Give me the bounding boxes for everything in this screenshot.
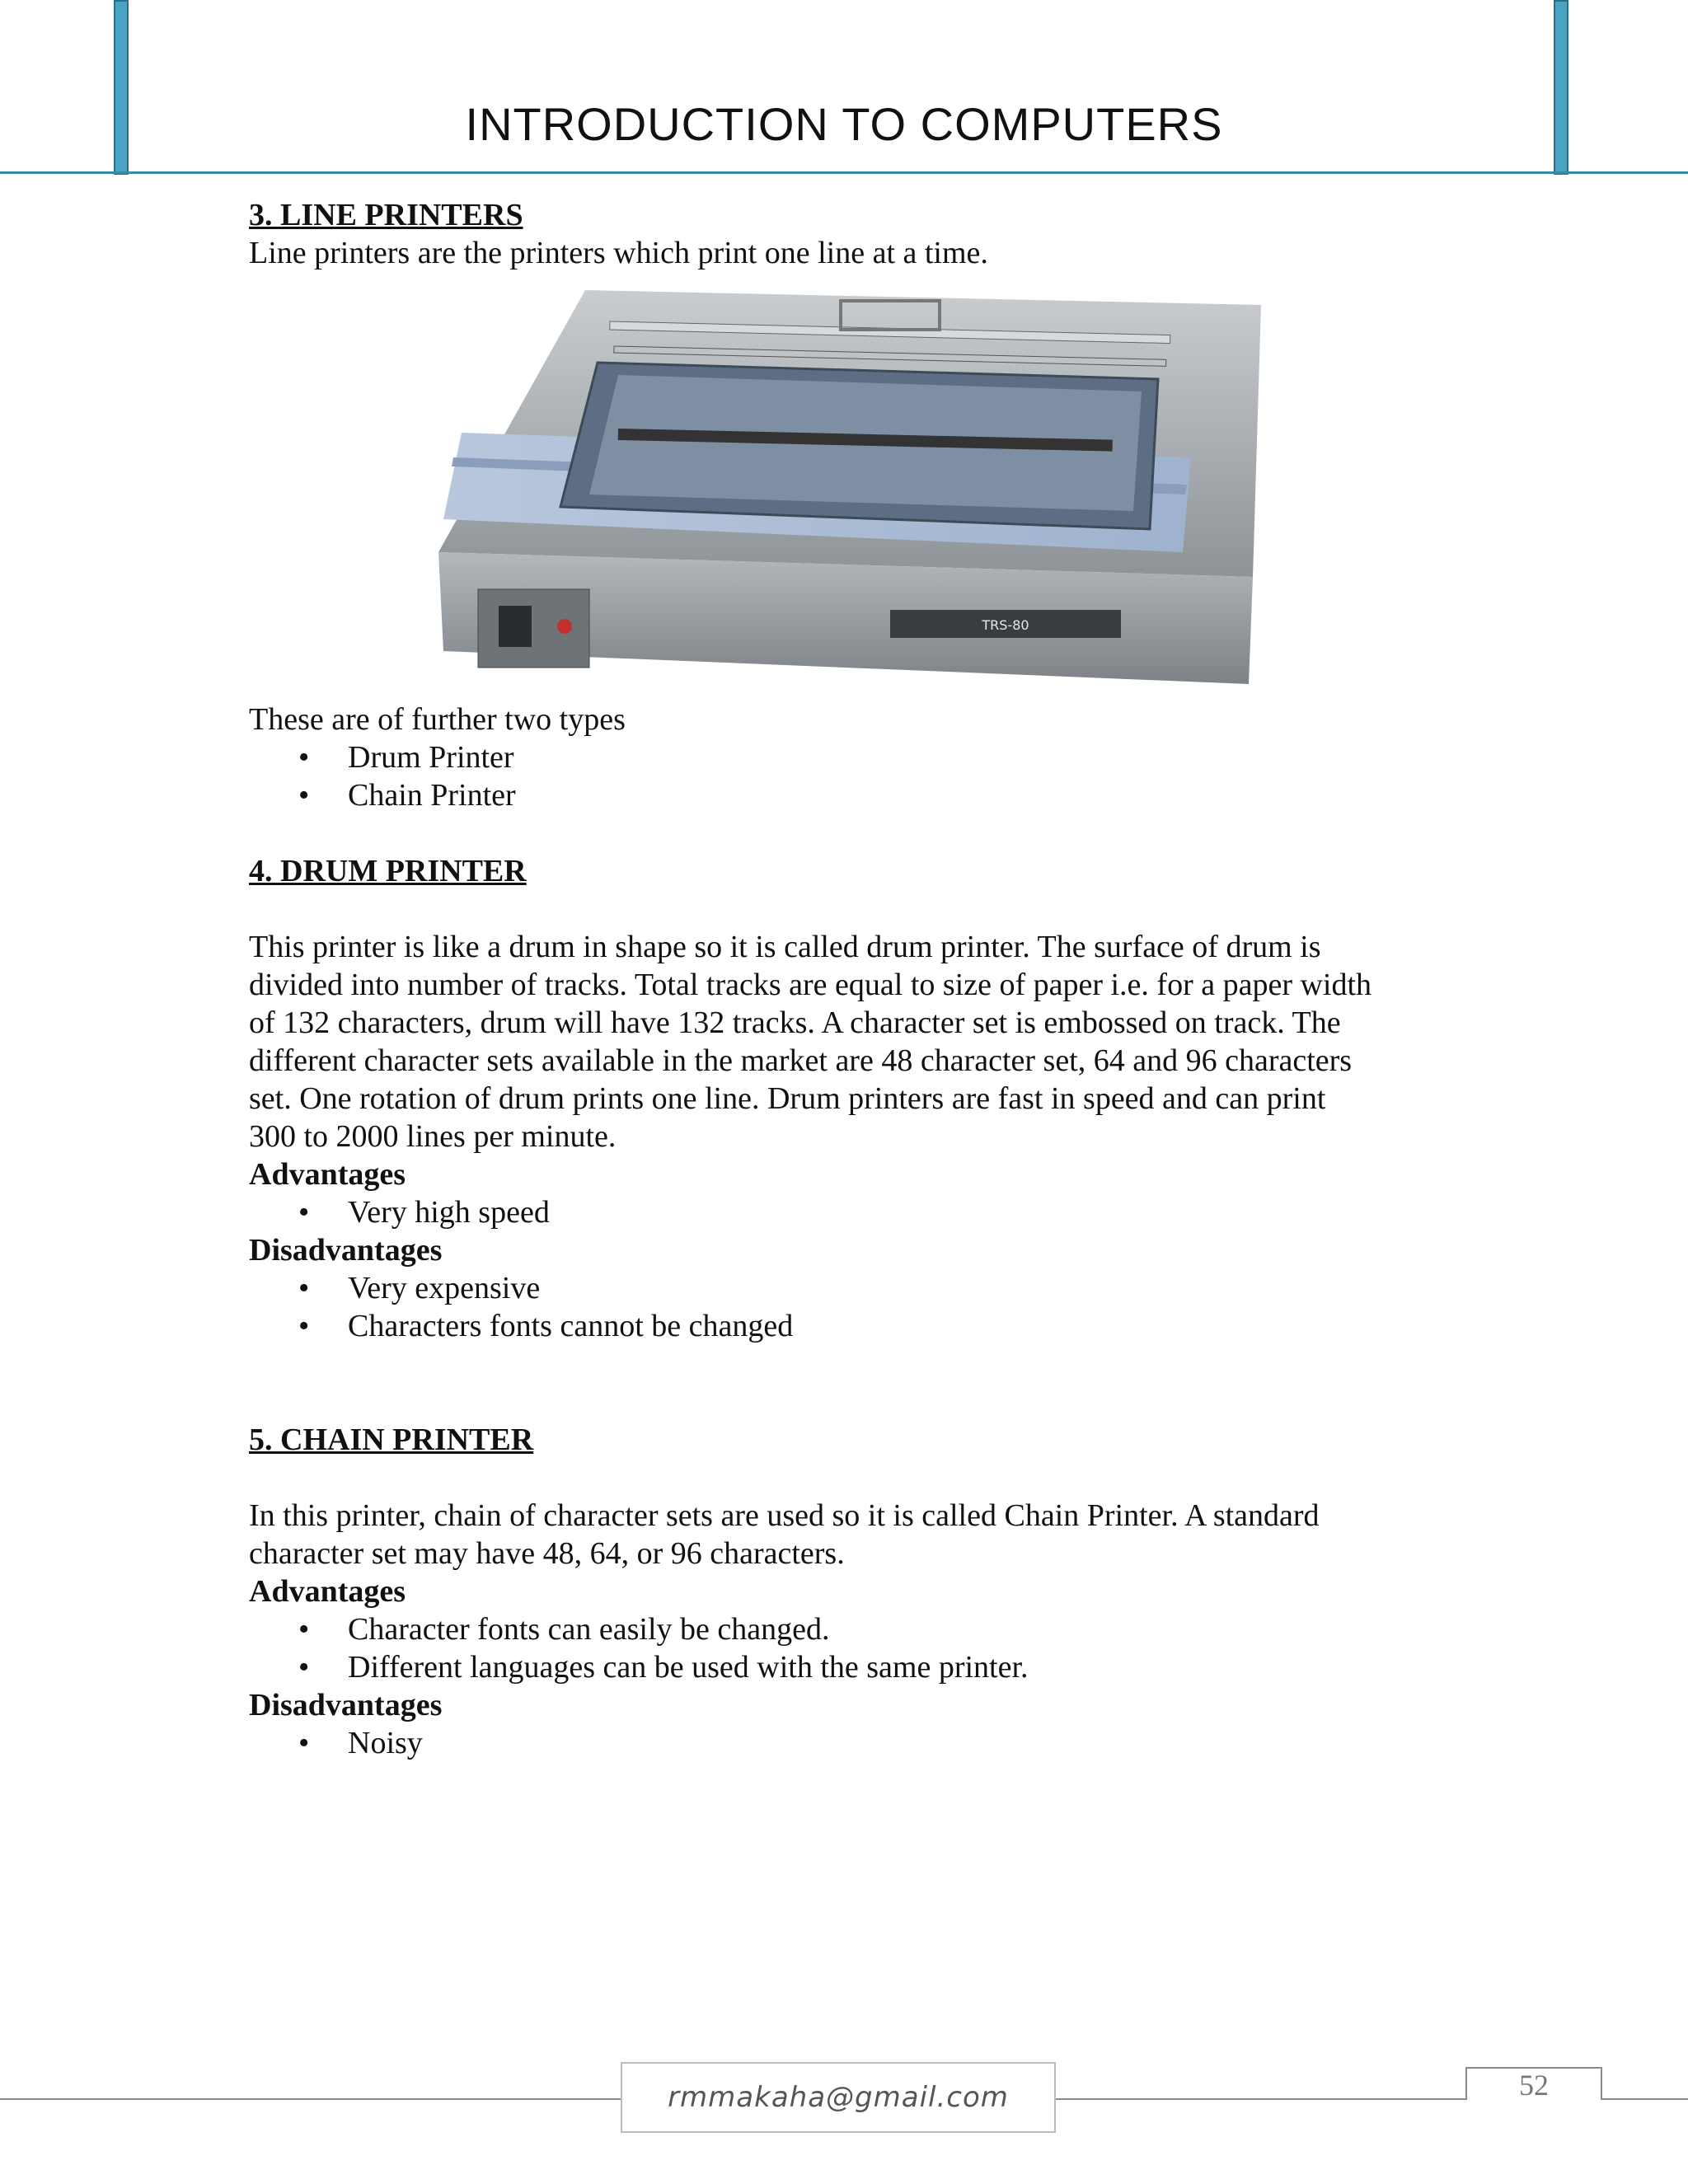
chain-advantages-label: Advantages	[249, 1574, 406, 1609]
section-heading-chain-printer: 5. CHAIN PRINTER	[249, 1422, 534, 1457]
drum-printer-body-line: set. One rotation of drum prints one line. Drum printers are fast in speed and can print	[249, 1081, 1326, 1116]
footer-rule-left	[0, 2098, 622, 2100]
list-item: • Drum Printer	[298, 740, 514, 775]
list-item: • Chain Printer	[298, 778, 516, 813]
footer-email: rmmakaha@gmail.com	[621, 2062, 1056, 2133]
footer-rule-right	[1601, 2098, 1688, 2100]
page-content	[249, 196, 1485, 1762]
line-printer-figure	[249, 272, 1485, 701]
list-item: • Character fonts can easily be changed.	[298, 1612, 830, 1647]
chain-disadvantages-list	[249, 1724, 1485, 1762]
drum-printer-body-line: of 132 characters, drum will have 132 tracks. A character set is embossed on track. The	[249, 1005, 1341, 1040]
printer-model-label: TRS-80	[982, 617, 1029, 633]
drum-disadvantages-list	[249, 1269, 1485, 1345]
drum-printer-body-line: divided into number of tracks. Total tracks are equal to size of paper i.e. for a paper width	[249, 968, 1372, 1002]
footer-rule-middle	[1055, 2098, 1465, 2100]
header-rule	[0, 171, 1688, 174]
drum-advantages-label: Advantages	[249, 1157, 406, 1192]
printer-control-panel	[478, 589, 589, 668]
line-printer-image	[429, 272, 1261, 701]
section-heading-drum-printer: 4. DRUM PRINTER	[249, 854, 527, 888]
line-printers-types-intro: These are of further two types	[249, 702, 626, 737]
bullet-icon: •	[298, 1650, 310, 1685]
chain-disadvantages-label: Disadvantages	[249, 1688, 443, 1722]
bullet-icon: •	[298, 1726, 310, 1760]
power-switch	[499, 606, 532, 647]
list-item: • Different languages can be used with the same printer.	[298, 1650, 1029, 1685]
drum-disadvantages-label: Disadvantages	[249, 1233, 443, 1268]
drum-advantages-list	[249, 1193, 1485, 1231]
list-item: • Characters fonts cannot be changed	[298, 1309, 794, 1343]
chain-printer-body-line: In this printer, chain of character sets are used so it is called Chain Printer. A standard	[249, 1498, 1320, 1533]
power-led	[557, 619, 572, 634]
bullet-icon: •	[298, 1271, 310, 1305]
chain-printer-body-line: character set may have 48, 64, or 96 characters.	[249, 1536, 845, 1571]
list-item: • Very expensive	[298, 1271, 541, 1305]
drum-printer-body-line: This printer is like a drum in shape so it is called drum printer. The surface of drum is	[249, 930, 1321, 964]
line-printer-types-list	[249, 738, 1485, 814]
bullet-icon: •	[298, 1612, 310, 1647]
bullet-icon: •	[298, 1309, 310, 1343]
bullet-icon: •	[298, 778, 310, 813]
drum-printer-body-line: 300 to 2000 lines per minute.	[249, 1119, 617, 1154]
chain-advantages-list	[249, 1610, 1485, 1686]
list-item: • Very high speed	[298, 1195, 550, 1230]
drum-printer-body-line: different character sets available in the market are 48 character set, 64 and 96 characters	[249, 1043, 1353, 1078]
line-printers-intro: Line printers are the printers which print one line at a time.	[249, 236, 988, 270]
bullet-icon: •	[298, 1195, 310, 1230]
page-header-title: INTRODUCTION TO COMPUTERS	[465, 98, 1223, 150]
page-number: 52	[1465, 2067, 1602, 2100]
list-item: • Noisy	[298, 1726, 423, 1760]
bullet-icon: •	[298, 740, 310, 775]
section-heading-line-printers: 3. LINE PRINTERS	[249, 198, 523, 232]
